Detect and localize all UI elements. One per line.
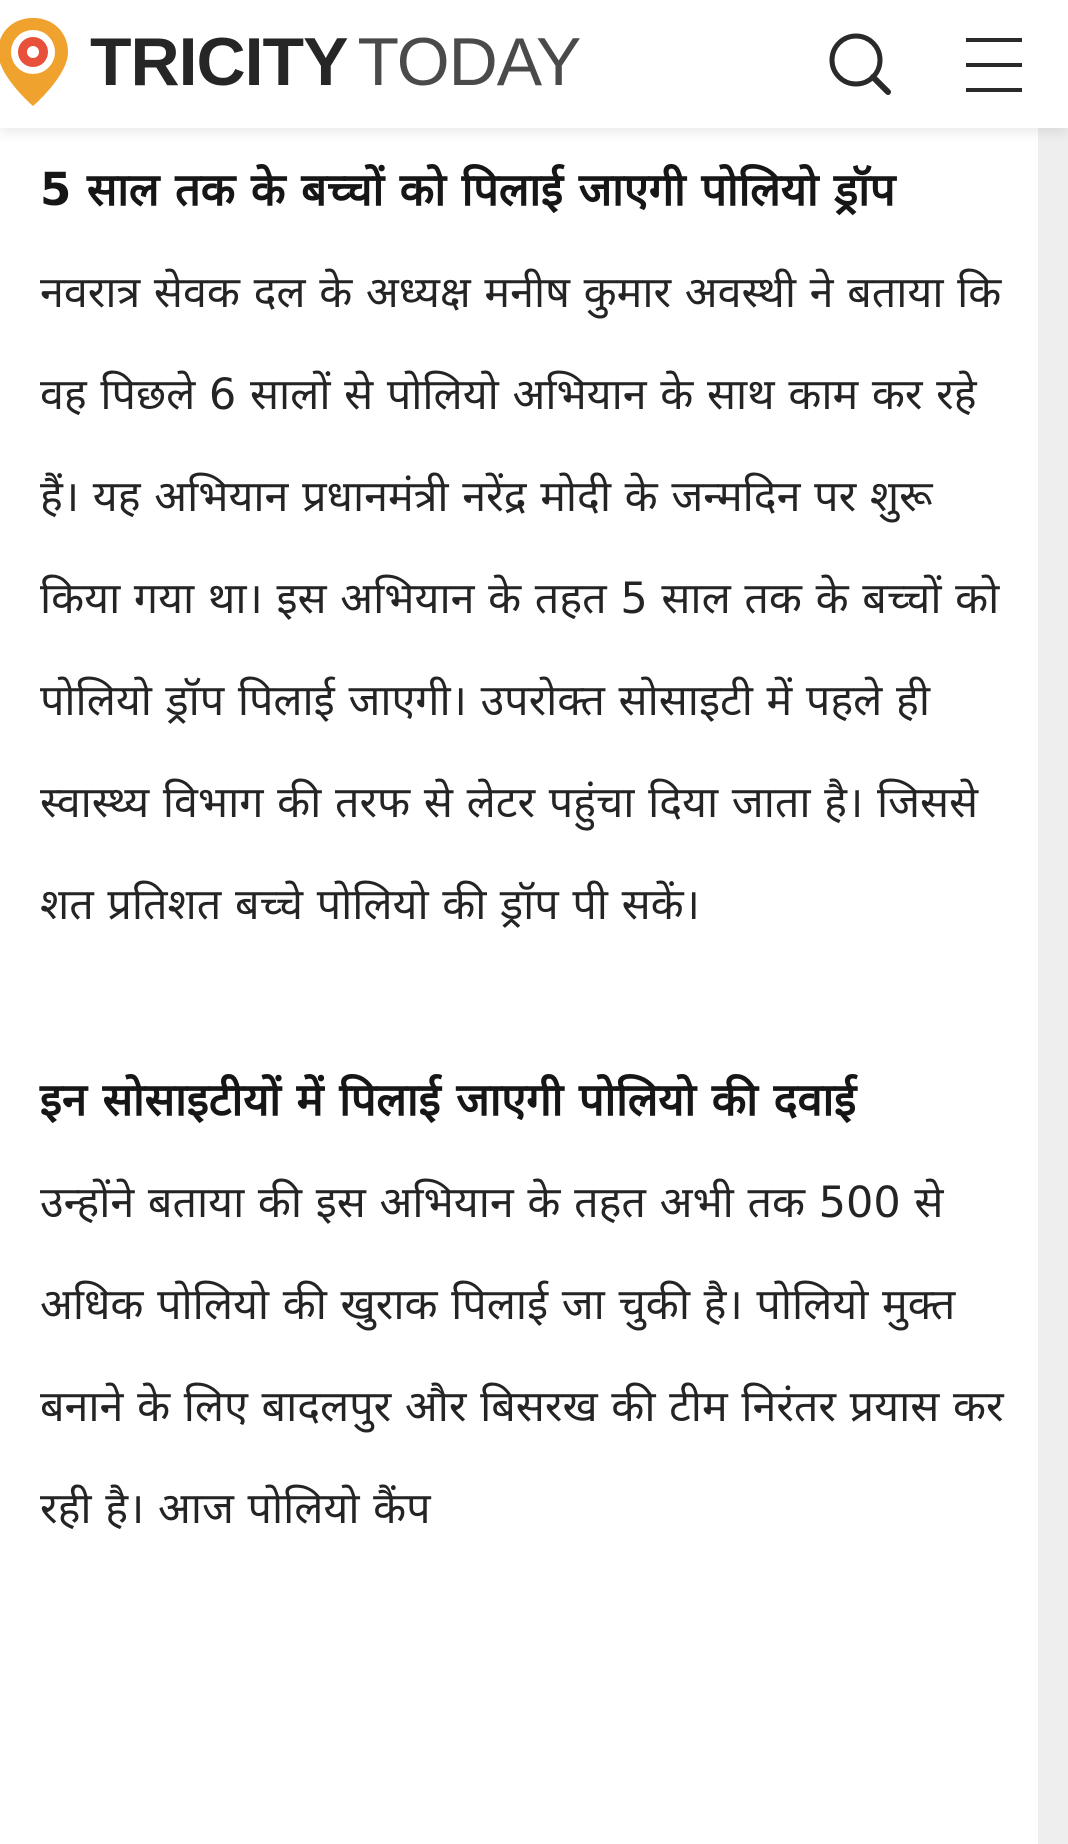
section-paragraph-campaign: नवरात्र सेवक दल के अध्यक्ष मनीष कुमार अवस्थी ने बताया कि वह पिछले 6 सालों से पोलियो अभियान के साथ काम कर रहे हैं। यह अभियान प्रधानमंत्री नरेंद्र मोदी के जन्मदिन पर शुरू किया गया था। इस अभियान के तहत 5 साल तक के बच्चों को पोलियो ड्रॉप पिलाई जाएगी। उपरोक्त सोसाइटी में पहले ही स्वास्थ्य विभाग की तरफ से लेटर पहुंचा दिया जाता है। जिससे शत प्रतिशत बच्चे पोलियो की ड्रॉप पी सकें। bbox=[40, 268, 1002, 930]
section-heading-polio-drops: 5 साल तक के बच्चों को पिलाई जाएगी पोलियो ड्रॉप bbox=[40, 163, 896, 216]
hamburger-menu-icon bbox=[950, 22, 1034, 106]
site-logo[interactable] bbox=[90, 22, 580, 102]
section-heading-societies: इन सोसाइटीयों में पिलाई जाएगी पोलियो की दवाई bbox=[40, 1073, 857, 1126]
brand-name-bold: TRICITY bbox=[90, 24, 348, 100]
search-button[interactable] bbox=[818, 22, 902, 106]
section-paragraph-doses: उन्होंने बताया की इस अभियान के तहत अभी तक 500 से अधिक पोलियो की खुराक पिलाई जा चुकी है। पोलियो मुक्त बनाने के लिए बादलपुर और बिसरख की टीम निरंतर प्रयास कर रही है। आज पोलियो कैंप bbox=[40, 1178, 1004, 1534]
page-scroll-gutter bbox=[1038, 128, 1068, 1844]
brand-name-light: TODAY bbox=[357, 24, 581, 100]
site-header bbox=[0, 0, 1068, 128]
section-spacer bbox=[40, 956, 1030, 1048]
location-pin-icon[interactable] bbox=[0, 14, 72, 110]
menu-button[interactable] bbox=[950, 22, 1034, 106]
article-body bbox=[40, 138, 1030, 1560]
search-icon bbox=[818, 22, 902, 106]
